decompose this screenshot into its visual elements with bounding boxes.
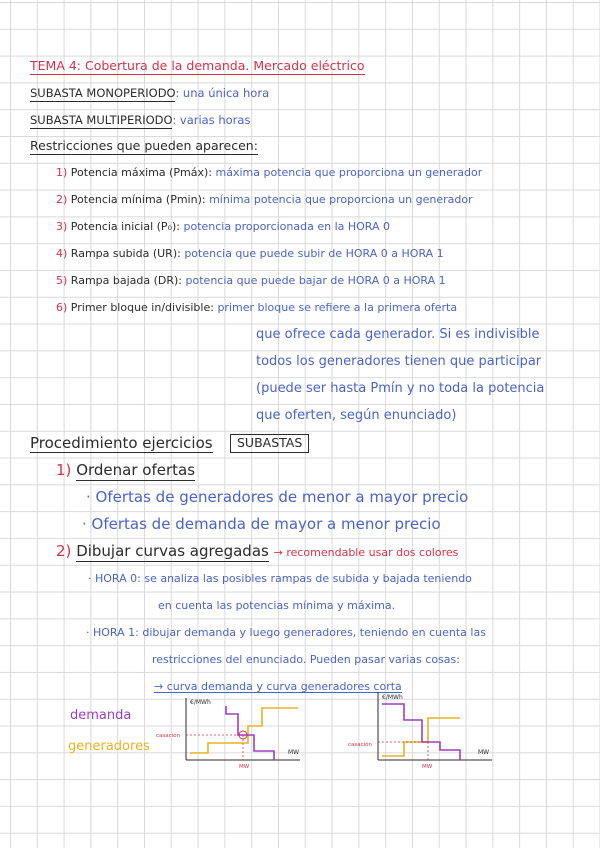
r6-line: que ofrece cada generador. Si es indivisible bbox=[256, 327, 540, 342]
item-desc: potencia que puede bajar de HORA 0 a HORA 1 bbox=[185, 274, 446, 287]
step1-item: · Ofertas de demanda de mayor a menor precio bbox=[82, 515, 441, 533]
item-term: Potencia mínima (Pmin): bbox=[70, 193, 206, 206]
item-number: 2) bbox=[56, 193, 68, 206]
restriction-item bbox=[56, 275, 446, 286]
item-term: Primer bloque in/divisible: bbox=[70, 301, 214, 314]
def-term: SUBASTA MULTIPERIODO bbox=[30, 113, 173, 127]
restrictions-heading: Restricciones que pueden aparecen: bbox=[30, 138, 258, 153]
hora0-line: · HORA 0: se analiza las posibles rampas de subida y bajada teniendo bbox=[88, 572, 472, 585]
r6-line: todos los generadores tienen que participar bbox=[256, 354, 542, 369]
page-title: TEMA 4: Cobertura de la demanda. Mercado eléctrico bbox=[30, 58, 365, 73]
item-number: 1) bbox=[56, 166, 68, 179]
casacion-label: casación bbox=[348, 742, 373, 748]
item-number: 6) bbox=[56, 301, 68, 314]
step1-item: · Ofertas de generadores de menor a mayor precio bbox=[86, 488, 469, 506]
def-desc: : una única hora bbox=[175, 86, 270, 100]
step-number: 2) bbox=[56, 542, 72, 560]
restriction-item bbox=[56, 167, 482, 178]
r6-line: (puede ser hasta Pmín y no toda la potencia bbox=[256, 381, 545, 396]
hora1-line: restricciones del enunciado. Pueden pasar varias cosas: bbox=[152, 653, 460, 666]
item-desc: primer bloque se refiere a la primera oferta bbox=[217, 301, 458, 314]
supply-demand-graph-1 bbox=[150, 696, 310, 770]
item-number: 3) bbox=[56, 220, 68, 233]
generator-curve bbox=[190, 708, 298, 753]
restriction-item bbox=[56, 248, 444, 259]
r6-line: que oferten, según enunciado) bbox=[256, 408, 457, 423]
casacion-label: casación bbox=[156, 733, 181, 739]
y-axis-label: €/MWh bbox=[382, 694, 403, 701]
step-2 bbox=[56, 544, 458, 559]
restriction-item bbox=[56, 302, 457, 313]
y-axis-label: €/MWh bbox=[190, 699, 211, 706]
def-monoperiodo bbox=[30, 88, 269, 100]
quantity-label: MW bbox=[422, 764, 433, 770]
item-desc: potencia que puede subir de HORA 0 a HORA 1 bbox=[184, 247, 444, 260]
hora0-line: en cuenta las potencias mínima y máxima. bbox=[158, 599, 396, 612]
demand-curve bbox=[382, 704, 460, 760]
item-desc: mínima potencia que proporciona un generador bbox=[209, 193, 473, 206]
supply-demand-graph-2 bbox=[342, 690, 502, 770]
def-desc: : varias horas bbox=[172, 113, 251, 127]
demand-curve bbox=[226, 706, 274, 760]
item-term: Rampa subida (UR): bbox=[70, 247, 181, 260]
def-term: SUBASTA MONOPERIODO bbox=[30, 86, 176, 100]
legend-generators: generadores bbox=[68, 739, 150, 754]
step-1 bbox=[56, 463, 195, 478]
x-axis-label: MW bbox=[478, 749, 490, 756]
x-axis-label: MW bbox=[288, 749, 300, 756]
item-term: Rampa bajada (DR): bbox=[70, 274, 183, 287]
hora1-line: · HORA 1: dibujar demanda y luego generadores, teniendo en cuenta las bbox=[86, 626, 486, 639]
def-multiperiodo bbox=[30, 115, 250, 127]
quantity-label: MW bbox=[239, 764, 250, 770]
item-number: 5) bbox=[56, 274, 68, 287]
step-label: Dibujar curvas agregadas bbox=[76, 542, 269, 560]
legend-demand: demanda bbox=[70, 708, 132, 723]
step-label: Ordenar ofertas bbox=[76, 461, 196, 479]
procedure-heading: Procedimiento ejercicios bbox=[30, 434, 213, 452]
item-term: Potencia inicial (P₀): bbox=[70, 220, 180, 233]
step-note: → recomendable usar dos colores bbox=[273, 546, 459, 559]
step-number: 1) bbox=[56, 461, 72, 479]
restriction-item bbox=[56, 194, 473, 205]
item-term: Potencia máxima (Pmáx): bbox=[70, 166, 213, 179]
item-desc: potencia proporcionada en la HORA 0 bbox=[183, 220, 391, 233]
case-line: → curva demanda y curva generadores corta bbox=[154, 680, 402, 693]
item-number: 4) bbox=[56, 247, 68, 260]
restriction-item bbox=[56, 221, 390, 232]
procedure-box: SUBASTAS bbox=[230, 434, 309, 453]
item-desc: máxima potencia que proporciona un generador bbox=[215, 166, 483, 179]
